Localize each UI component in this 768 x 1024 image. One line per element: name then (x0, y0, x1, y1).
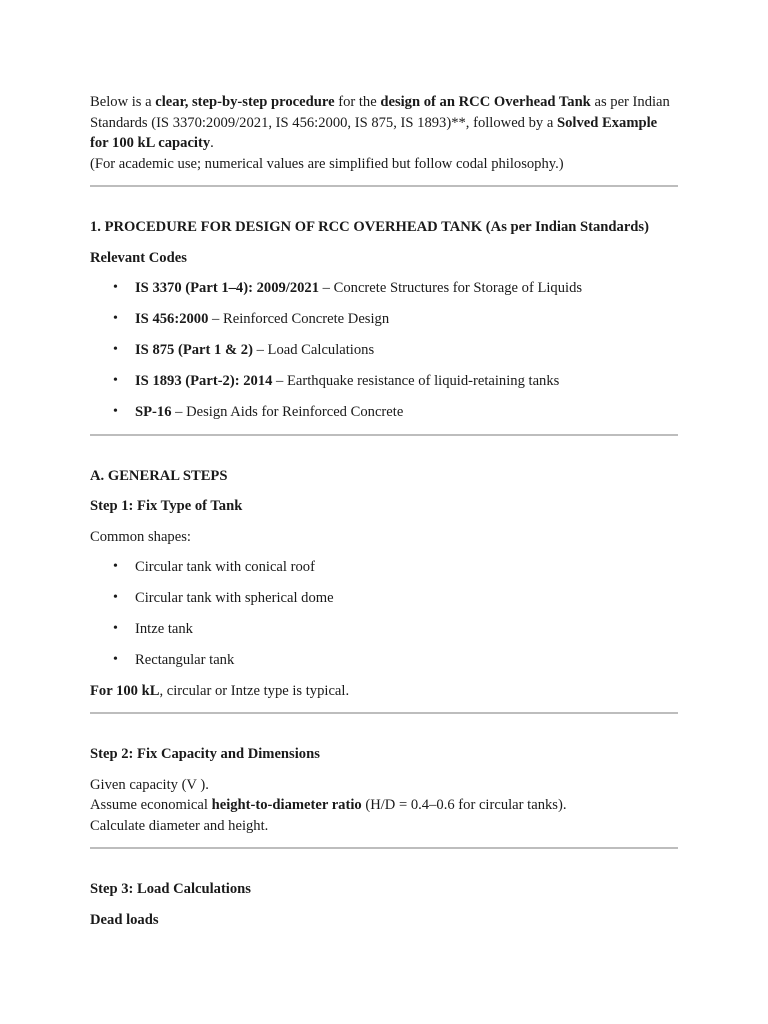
general-steps-heading: A. GENERAL STEPS (90, 467, 228, 484)
list-item (90, 371, 680, 392)
shape-label: Circular tank with conical roof (135, 559, 315, 575)
bullet: • (113, 373, 118, 388)
list-item (90, 340, 680, 361)
intro-bold-procedure: clear, step-by-step procedure (155, 94, 335, 110)
document-page (90, 92, 680, 930)
bullet: • (113, 404, 118, 419)
code-desc: – Load Calculations (252, 342, 375, 358)
bullet: • (113, 652, 118, 667)
code-name: IS 875 (Part 1 & 2) (135, 342, 253, 358)
bullet: • (113, 559, 118, 574)
list-item (90, 619, 680, 640)
code-name: IS 456:2000 (135, 311, 209, 327)
codes-heading: Relevant Codes (90, 249, 187, 266)
list-item (90, 309, 680, 330)
code-name: SP-16 (135, 404, 172, 420)
intro-text: . (210, 135, 214, 151)
intro-paragraph (90, 92, 670, 154)
list-item (90, 588, 680, 609)
code-desc: – Earthquake resistance of liquid-retaining tanks (272, 373, 560, 389)
intro-text: Below is a (90, 94, 156, 110)
intro-bold-example: Solved Example for 100 kL capacity (90, 114, 658, 151)
list-item (90, 650, 680, 671)
bullet: • (113, 280, 118, 295)
shape-label: Circular tank with spherical dome (135, 590, 334, 606)
code-desc: – Design Aids for Reinforced Concrete (171, 404, 404, 420)
bullet: • (113, 621, 118, 636)
step1-title: Step 1: Fix Type of Tank (90, 498, 243, 514)
code-name: IS 3370 (Part 1–4): 2009/2021 (135, 280, 320, 296)
intro-note: (For academic use; numerical values are simplified but follow codal philosophy.) (90, 155, 564, 172)
shapes-list (90, 557, 680, 671)
step1-lead: Common shapes: (90, 528, 191, 545)
step2-text: Assume economical (90, 797, 212, 813)
bullet: • (113, 590, 118, 605)
step1-note-bold: For 100 kL (90, 682, 160, 699)
shape-label: Intze tank (135, 621, 193, 637)
intro-text: as per Indian Standards (IS 3370:2009/2021, IS 456:2000, IS 875, IS 1893)**, followed by a (90, 94, 670, 131)
step2-bold: height-to-diameter ratio (211, 797, 362, 813)
step2-line3: Calculate diameter and height. (90, 817, 269, 834)
step2-title: Step 2: Fix Capacity and Dimensions (90, 746, 320, 762)
intro-text: for the (334, 94, 381, 110)
dead-loads-heading: Dead loads (90, 911, 159, 928)
code-desc: – Concrete Structures for Storage of Liquids (319, 280, 583, 296)
step1-note (90, 681, 680, 702)
step1-note-text: , circular or Intze type is typical. (159, 682, 350, 699)
shape-label: Rectangular tank (135, 652, 235, 668)
step2-line2 (90, 795, 680, 816)
step3-title: Step 3: Load Calculations (90, 881, 251, 897)
code-name: IS 1893 (Part-2): 2014 (135, 373, 273, 389)
step2-text: (H/D = 0.4–0.6 for circular tanks). (361, 797, 567, 813)
list-item (90, 402, 680, 423)
bullet: • (113, 342, 118, 357)
list-item (90, 278, 680, 299)
step2-line1: Given capacity (V ). (90, 776, 209, 793)
intro-bold-design: design of an RCC Overhead Tank (380, 94, 591, 110)
list-item (90, 557, 680, 578)
code-desc: – Reinforced Concrete Design (208, 311, 390, 327)
bullet: • (113, 311, 118, 326)
codes-list (90, 278, 680, 423)
section-heading: 1. PROCEDURE FOR DESIGN OF RCC OVERHEAD TANK (As per Indian Standards) (90, 219, 649, 235)
